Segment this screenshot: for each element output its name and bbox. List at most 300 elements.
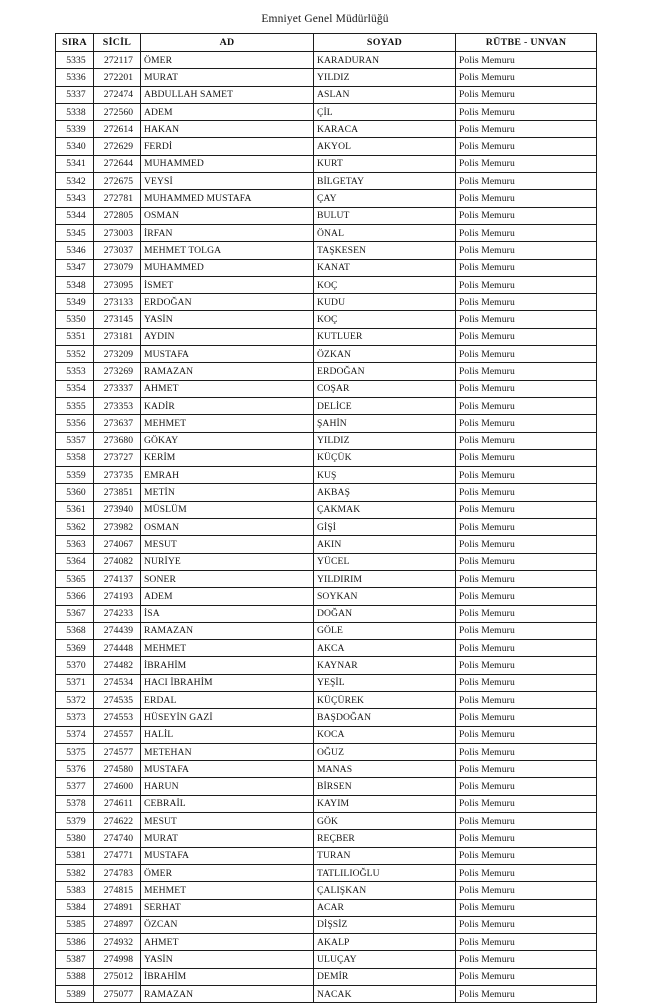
table-row [56, 709, 597, 726]
cell-sicil: 273637 [94, 415, 141, 432]
cell-sira: 5362 [56, 519, 94, 536]
cell-ad: HACI İBRAHİM [141, 674, 314, 691]
cell-soyad: ACAR [314, 899, 456, 916]
cell-sicil: 272614 [94, 121, 141, 138]
cell-sira: 5364 [56, 553, 94, 570]
cell-soyad: ÇİL [314, 103, 456, 120]
table-row [56, 86, 597, 103]
cell-sicil: 274482 [94, 657, 141, 674]
cell-sira: 5378 [56, 795, 94, 812]
cell-sicil: 273851 [94, 484, 141, 501]
cell-soyad: TAŞKESEN [314, 242, 456, 259]
cell-soyad: KOÇ [314, 276, 456, 293]
cell-sicil: 274577 [94, 743, 141, 760]
cell-ad: MESUT [141, 536, 314, 553]
cell-sira: 5374 [56, 726, 94, 743]
table-body [56, 52, 597, 1003]
table-row [56, 813, 597, 830]
table-row [56, 242, 597, 259]
cell-rutbe: Polis Memuru [456, 761, 597, 778]
cell-ad: KERİM [141, 449, 314, 466]
cell-sira: 5354 [56, 380, 94, 397]
cell-sira: 5369 [56, 640, 94, 657]
cell-sicil: 273133 [94, 294, 141, 311]
cell-sicil: 274448 [94, 640, 141, 657]
cell-sicil: 274534 [94, 674, 141, 691]
cell-rutbe: Polis Memuru [456, 519, 597, 536]
cell-sicil: 273003 [94, 224, 141, 241]
cell-rutbe: Polis Memuru [456, 934, 597, 951]
cell-ad: İBRAHİM [141, 968, 314, 985]
cell-sira: 5368 [56, 622, 94, 639]
cell-sicil: 274771 [94, 847, 141, 864]
table-row [56, 830, 597, 847]
cell-soyad: OĞUZ [314, 743, 456, 760]
cell-sira: 5352 [56, 346, 94, 363]
cell-rutbe: Polis Memuru [456, 155, 597, 172]
cell-ad: HAKAN [141, 121, 314, 138]
cell-sira: 5347 [56, 259, 94, 276]
cell-soyad: BAŞDOĞAN [314, 709, 456, 726]
cell-ad: KADİR [141, 397, 314, 414]
column-header-sicil: SİCİL [94, 34, 141, 52]
table-row [56, 795, 597, 812]
cell-rutbe: Polis Memuru [456, 224, 597, 241]
cell-sira: 5336 [56, 69, 94, 86]
table-row [56, 899, 597, 916]
table-row [56, 52, 597, 69]
cell-soyad: AKIN [314, 536, 456, 553]
cell-rutbe: Polis Memuru [456, 121, 597, 138]
cell-sira: 5360 [56, 484, 94, 501]
cell-sira: 5349 [56, 294, 94, 311]
cell-ad: ÖZCAN [141, 916, 314, 933]
cell-soyad: AKYOL [314, 138, 456, 155]
cell-soyad: ULUÇAY [314, 951, 456, 968]
cell-soyad: ÇAKMAK [314, 501, 456, 518]
cell-sicil: 272560 [94, 103, 141, 120]
table-row [56, 657, 597, 674]
cell-sicil: 273337 [94, 380, 141, 397]
cell-soyad: YILDIZ [314, 69, 456, 86]
cell-rutbe: Polis Memuru [456, 69, 597, 86]
cell-sicil: 272201 [94, 69, 141, 86]
table-row [56, 778, 597, 795]
cell-rutbe: Polis Memuru [456, 449, 597, 466]
cell-ad: GÖKAY [141, 432, 314, 449]
cell-soyad: YILDIRIM [314, 570, 456, 587]
cell-rutbe: Polis Memuru [456, 190, 597, 207]
cell-sicil: 272805 [94, 207, 141, 224]
table-row [56, 743, 597, 760]
cell-sira: 5385 [56, 916, 94, 933]
cell-ad: AHMET [141, 934, 314, 951]
table-row [56, 726, 597, 743]
cell-sicil: 274580 [94, 761, 141, 778]
cell-sicil: 273940 [94, 501, 141, 518]
table-row [56, 173, 597, 190]
cell-sira: 5366 [56, 588, 94, 605]
table-row [56, 397, 597, 414]
cell-sicil: 274082 [94, 553, 141, 570]
cell-soyad: YÜCEL [314, 553, 456, 570]
cell-ad: AHMET [141, 380, 314, 397]
cell-ad: ERDAL [141, 691, 314, 708]
cell-rutbe: Polis Memuru [456, 709, 597, 726]
cell-ad: VEYSİ [141, 173, 314, 190]
table-row [56, 380, 597, 397]
cell-rutbe: Polis Memuru [456, 207, 597, 224]
cell-sira: 5359 [56, 467, 94, 484]
cell-rutbe: Polis Memuru [456, 899, 597, 916]
cell-soyad: COŞAR [314, 380, 456, 397]
cell-rutbe: Polis Memuru [456, 847, 597, 864]
cell-sira: 5389 [56, 986, 94, 1003]
cell-soyad: ŞAHİN [314, 415, 456, 432]
cell-sicil: 274783 [94, 864, 141, 881]
column-header-rutbe: RÜTBE - UNVAN [456, 34, 597, 52]
cell-ad: ADEM [141, 588, 314, 605]
table-row [56, 415, 597, 432]
cell-soyad: DOĞAN [314, 605, 456, 622]
cell-soyad: ÖZKAN [314, 346, 456, 363]
cell-sira: 5379 [56, 813, 94, 830]
table-row [56, 69, 597, 86]
table-row [56, 951, 597, 968]
cell-rutbe: Polis Memuru [456, 640, 597, 657]
cell-soyad: MANAS [314, 761, 456, 778]
cell-soyad: KAYNAR [314, 657, 456, 674]
cell-sira: 5355 [56, 397, 94, 414]
cell-soyad: DELİCE [314, 397, 456, 414]
cell-sicil: 274233 [94, 605, 141, 622]
cell-sira: 5348 [56, 276, 94, 293]
cell-rutbe: Polis Memuru [456, 363, 597, 380]
cell-rutbe: Polis Memuru [456, 242, 597, 259]
cell-sira: 5382 [56, 864, 94, 881]
cell-ad: İRFAN [141, 224, 314, 241]
table-row [56, 449, 597, 466]
cell-rutbe: Polis Memuru [456, 570, 597, 587]
cell-ad: ABDULLAH SAMET [141, 86, 314, 103]
cell-soyad: BİLGETAY [314, 173, 456, 190]
cell-rutbe: Polis Memuru [456, 346, 597, 363]
table-row [56, 259, 597, 276]
cell-sira: 5343 [56, 190, 94, 207]
cell-rutbe: Polis Memuru [456, 432, 597, 449]
cell-sicil: 274067 [94, 536, 141, 553]
cell-sira: 5386 [56, 934, 94, 951]
cell-sicil: 273095 [94, 276, 141, 293]
table-row [56, 501, 597, 518]
cell-soyad: ÇAY [314, 190, 456, 207]
table-row [56, 605, 597, 622]
cell-rutbe: Polis Memuru [456, 467, 597, 484]
table-row [56, 190, 597, 207]
cell-sicil: 274932 [94, 934, 141, 951]
cell-soyad: DEMİR [314, 968, 456, 985]
cell-sira: 5388 [56, 968, 94, 985]
roster-table-container [55, 33, 596, 1003]
cell-rutbe: Polis Memuru [456, 415, 597, 432]
cell-ad: SONER [141, 570, 314, 587]
cell-soyad: KUŞ [314, 467, 456, 484]
cell-soyad: KUDU [314, 294, 456, 311]
cell-rutbe: Polis Memuru [456, 138, 597, 155]
cell-ad: ÖMER [141, 864, 314, 881]
cell-soyad: KANAT [314, 259, 456, 276]
cell-rutbe: Polis Memuru [456, 674, 597, 691]
cell-soyad: KOÇ [314, 311, 456, 328]
cell-rutbe: Polis Memuru [456, 795, 597, 812]
table-row [56, 622, 597, 639]
cell-sicil: 273269 [94, 363, 141, 380]
cell-soyad: ERDOĞAN [314, 363, 456, 380]
cell-sicil: 274622 [94, 813, 141, 830]
cell-sicil: 274998 [94, 951, 141, 968]
cell-rutbe: Polis Memuru [456, 276, 597, 293]
cell-sira: 5380 [56, 830, 94, 847]
cell-ad: HÜSEYİN GAZİ [141, 709, 314, 726]
cell-ad: MUHAMMED [141, 155, 314, 172]
cell-ad: İSMET [141, 276, 314, 293]
cell-sira: 5371 [56, 674, 94, 691]
cell-sira: 5373 [56, 709, 94, 726]
cell-sira: 5346 [56, 242, 94, 259]
roster-table [55, 33, 597, 1003]
table-header-row [56, 34, 597, 52]
table-row [56, 311, 597, 328]
cell-ad: MUHAMMED [141, 259, 314, 276]
cell-sira: 5384 [56, 899, 94, 916]
cell-rutbe: Polis Memuru [456, 830, 597, 847]
table-row [56, 570, 597, 587]
cell-rutbe: Polis Memuru [456, 743, 597, 760]
cell-rutbe: Polis Memuru [456, 951, 597, 968]
table-row [56, 519, 597, 536]
table-row [56, 207, 597, 224]
table-row [56, 467, 597, 484]
cell-sicil: 273145 [94, 311, 141, 328]
cell-sicil: 273727 [94, 449, 141, 466]
cell-ad: ADEM [141, 103, 314, 120]
cell-soyad: AKCA [314, 640, 456, 657]
cell-rutbe: Polis Memuru [456, 726, 597, 743]
cell-ad: METEHAN [141, 743, 314, 760]
cell-soyad: BİRSEN [314, 778, 456, 795]
cell-sicil: 273079 [94, 259, 141, 276]
column-header-sira: SIRA [56, 34, 94, 52]
cell-sicil: 274740 [94, 830, 141, 847]
cell-ad: EMRAH [141, 467, 314, 484]
cell-soyad: KARACA [314, 121, 456, 138]
cell-sicil: 274815 [94, 882, 141, 899]
table-row [56, 882, 597, 899]
table-row [56, 138, 597, 155]
cell-ad: HARUN [141, 778, 314, 795]
cell-ad: SERHAT [141, 899, 314, 916]
cell-rutbe: Polis Memuru [456, 588, 597, 605]
cell-rutbe: Polis Memuru [456, 813, 597, 830]
table-row [56, 103, 597, 120]
cell-rutbe: Polis Memuru [456, 52, 597, 69]
cell-ad: ÖMER [141, 52, 314, 69]
cell-sicil: 273680 [94, 432, 141, 449]
table-row [56, 224, 597, 241]
cell-ad: RAMAZAN [141, 986, 314, 1003]
table-row [56, 674, 597, 691]
cell-soyad: GÖK [314, 813, 456, 830]
cell-sicil: 272781 [94, 190, 141, 207]
cell-soyad: KÜÇÜK [314, 449, 456, 466]
cell-rutbe: Polis Memuru [456, 173, 597, 190]
cell-sira: 5381 [56, 847, 94, 864]
cell-soyad: KUTLUER [314, 328, 456, 345]
cell-soyad: YILDIZ [314, 432, 456, 449]
cell-sira: 5383 [56, 882, 94, 899]
cell-soyad: NACAK [314, 986, 456, 1003]
cell-rutbe: Polis Memuru [456, 622, 597, 639]
table-row [56, 432, 597, 449]
cell-ad: METİN [141, 484, 314, 501]
cell-sira: 5339 [56, 121, 94, 138]
cell-soyad: AKALP [314, 934, 456, 951]
cell-rutbe: Polis Memuru [456, 484, 597, 501]
cell-sicil: 273353 [94, 397, 141, 414]
cell-rutbe: Polis Memuru [456, 536, 597, 553]
cell-soyad: ÇALIŞKAN [314, 882, 456, 899]
table-row [56, 536, 597, 553]
cell-sicil: 272644 [94, 155, 141, 172]
cell-sira: 5335 [56, 52, 94, 69]
table-row [56, 121, 597, 138]
cell-ad: HALİL [141, 726, 314, 743]
cell-ad: MEHMET TOLGA [141, 242, 314, 259]
cell-ad: MESUT [141, 813, 314, 830]
table-row [56, 276, 597, 293]
cell-soyad: GİŞİ [314, 519, 456, 536]
cell-soyad: SOYKAN [314, 588, 456, 605]
cell-rutbe: Polis Memuru [456, 916, 597, 933]
cell-rutbe: Polis Memuru [456, 986, 597, 1003]
cell-soyad: KURT [314, 155, 456, 172]
cell-sicil: 272117 [94, 52, 141, 69]
cell-sicil: 273181 [94, 328, 141, 345]
table-row [56, 294, 597, 311]
cell-ad: MURAT [141, 69, 314, 86]
table-row [56, 847, 597, 864]
cell-soyad: DİŞSİZ [314, 916, 456, 933]
cell-ad: MUSTAFA [141, 761, 314, 778]
cell-sicil: 273037 [94, 242, 141, 259]
cell-sira: 5372 [56, 691, 94, 708]
table-row [56, 916, 597, 933]
cell-sira: 5341 [56, 155, 94, 172]
cell-sicil: 272629 [94, 138, 141, 155]
cell-rutbe: Polis Memuru [456, 103, 597, 120]
cell-rutbe: Polis Memuru [456, 259, 597, 276]
cell-soyad: KÜÇÜREK [314, 691, 456, 708]
cell-ad: İSA [141, 605, 314, 622]
cell-sira: 5350 [56, 311, 94, 328]
cell-ad: OSMAN [141, 207, 314, 224]
cell-sicil: 274137 [94, 570, 141, 587]
table-row [56, 346, 597, 363]
cell-rutbe: Polis Memuru [456, 691, 597, 708]
cell-ad: CEBRAİL [141, 795, 314, 812]
cell-sicil: 274611 [94, 795, 141, 812]
cell-ad: MÜSLÜM [141, 501, 314, 518]
table-row [56, 553, 597, 570]
cell-sira: 5376 [56, 761, 94, 778]
table-row [56, 588, 597, 605]
cell-sicil: 273982 [94, 519, 141, 536]
cell-rutbe: Polis Memuru [456, 605, 597, 622]
cell-rutbe: Polis Memuru [456, 882, 597, 899]
cell-ad: YASİN [141, 311, 314, 328]
column-header-soyad: SOYAD [314, 34, 456, 52]
cell-sira: 5342 [56, 173, 94, 190]
cell-ad: İBRAHİM [141, 657, 314, 674]
cell-sicil: 275077 [94, 986, 141, 1003]
table-header [56, 34, 597, 52]
cell-ad: MUHAMMED MUSTAFA [141, 190, 314, 207]
cell-rutbe: Polis Memuru [456, 397, 597, 414]
cell-ad: RAMAZAN [141, 363, 314, 380]
cell-ad: ERDOĞAN [141, 294, 314, 311]
cell-soyad: KARADURAN [314, 52, 456, 69]
cell-sicil: 274439 [94, 622, 141, 639]
cell-sira: 5356 [56, 415, 94, 432]
cell-sicil: 274193 [94, 588, 141, 605]
cell-soyad: ÖNAL [314, 224, 456, 241]
cell-ad: AYDIN [141, 328, 314, 345]
cell-ad: YASİN [141, 951, 314, 968]
cell-rutbe: Polis Memuru [456, 501, 597, 518]
cell-sira: 5337 [56, 86, 94, 103]
cell-sira: 5377 [56, 778, 94, 795]
cell-sira: 5353 [56, 363, 94, 380]
table-row [56, 363, 597, 380]
cell-sira: 5367 [56, 605, 94, 622]
cell-sira: 5338 [56, 103, 94, 120]
cell-ad: FERDİ [141, 138, 314, 155]
cell-sicil: 272675 [94, 173, 141, 190]
cell-rutbe: Polis Memuru [456, 86, 597, 103]
cell-rutbe: Polis Memuru [456, 311, 597, 328]
cell-ad: MEHMET [141, 640, 314, 657]
table-row [56, 155, 597, 172]
cell-sira: 5387 [56, 951, 94, 968]
cell-ad: OSMAN [141, 519, 314, 536]
cell-ad: RAMAZAN [141, 622, 314, 639]
cell-soyad: YEŞİL [314, 674, 456, 691]
cell-sira: 5363 [56, 536, 94, 553]
cell-sicil: 274553 [94, 709, 141, 726]
cell-soyad: TATLILIOĞLU [314, 864, 456, 881]
cell-sira: 5375 [56, 743, 94, 760]
table-row [56, 640, 597, 657]
table-row [56, 986, 597, 1003]
cell-ad: MEHMET [141, 415, 314, 432]
cell-ad: MUSTAFA [141, 346, 314, 363]
cell-rutbe: Polis Memuru [456, 778, 597, 795]
cell-soyad: BULUT [314, 207, 456, 224]
cell-soyad: TURAN [314, 847, 456, 864]
cell-rutbe: Polis Memuru [456, 553, 597, 570]
cell-sicil: 274557 [94, 726, 141, 743]
cell-rutbe: Polis Memuru [456, 328, 597, 345]
